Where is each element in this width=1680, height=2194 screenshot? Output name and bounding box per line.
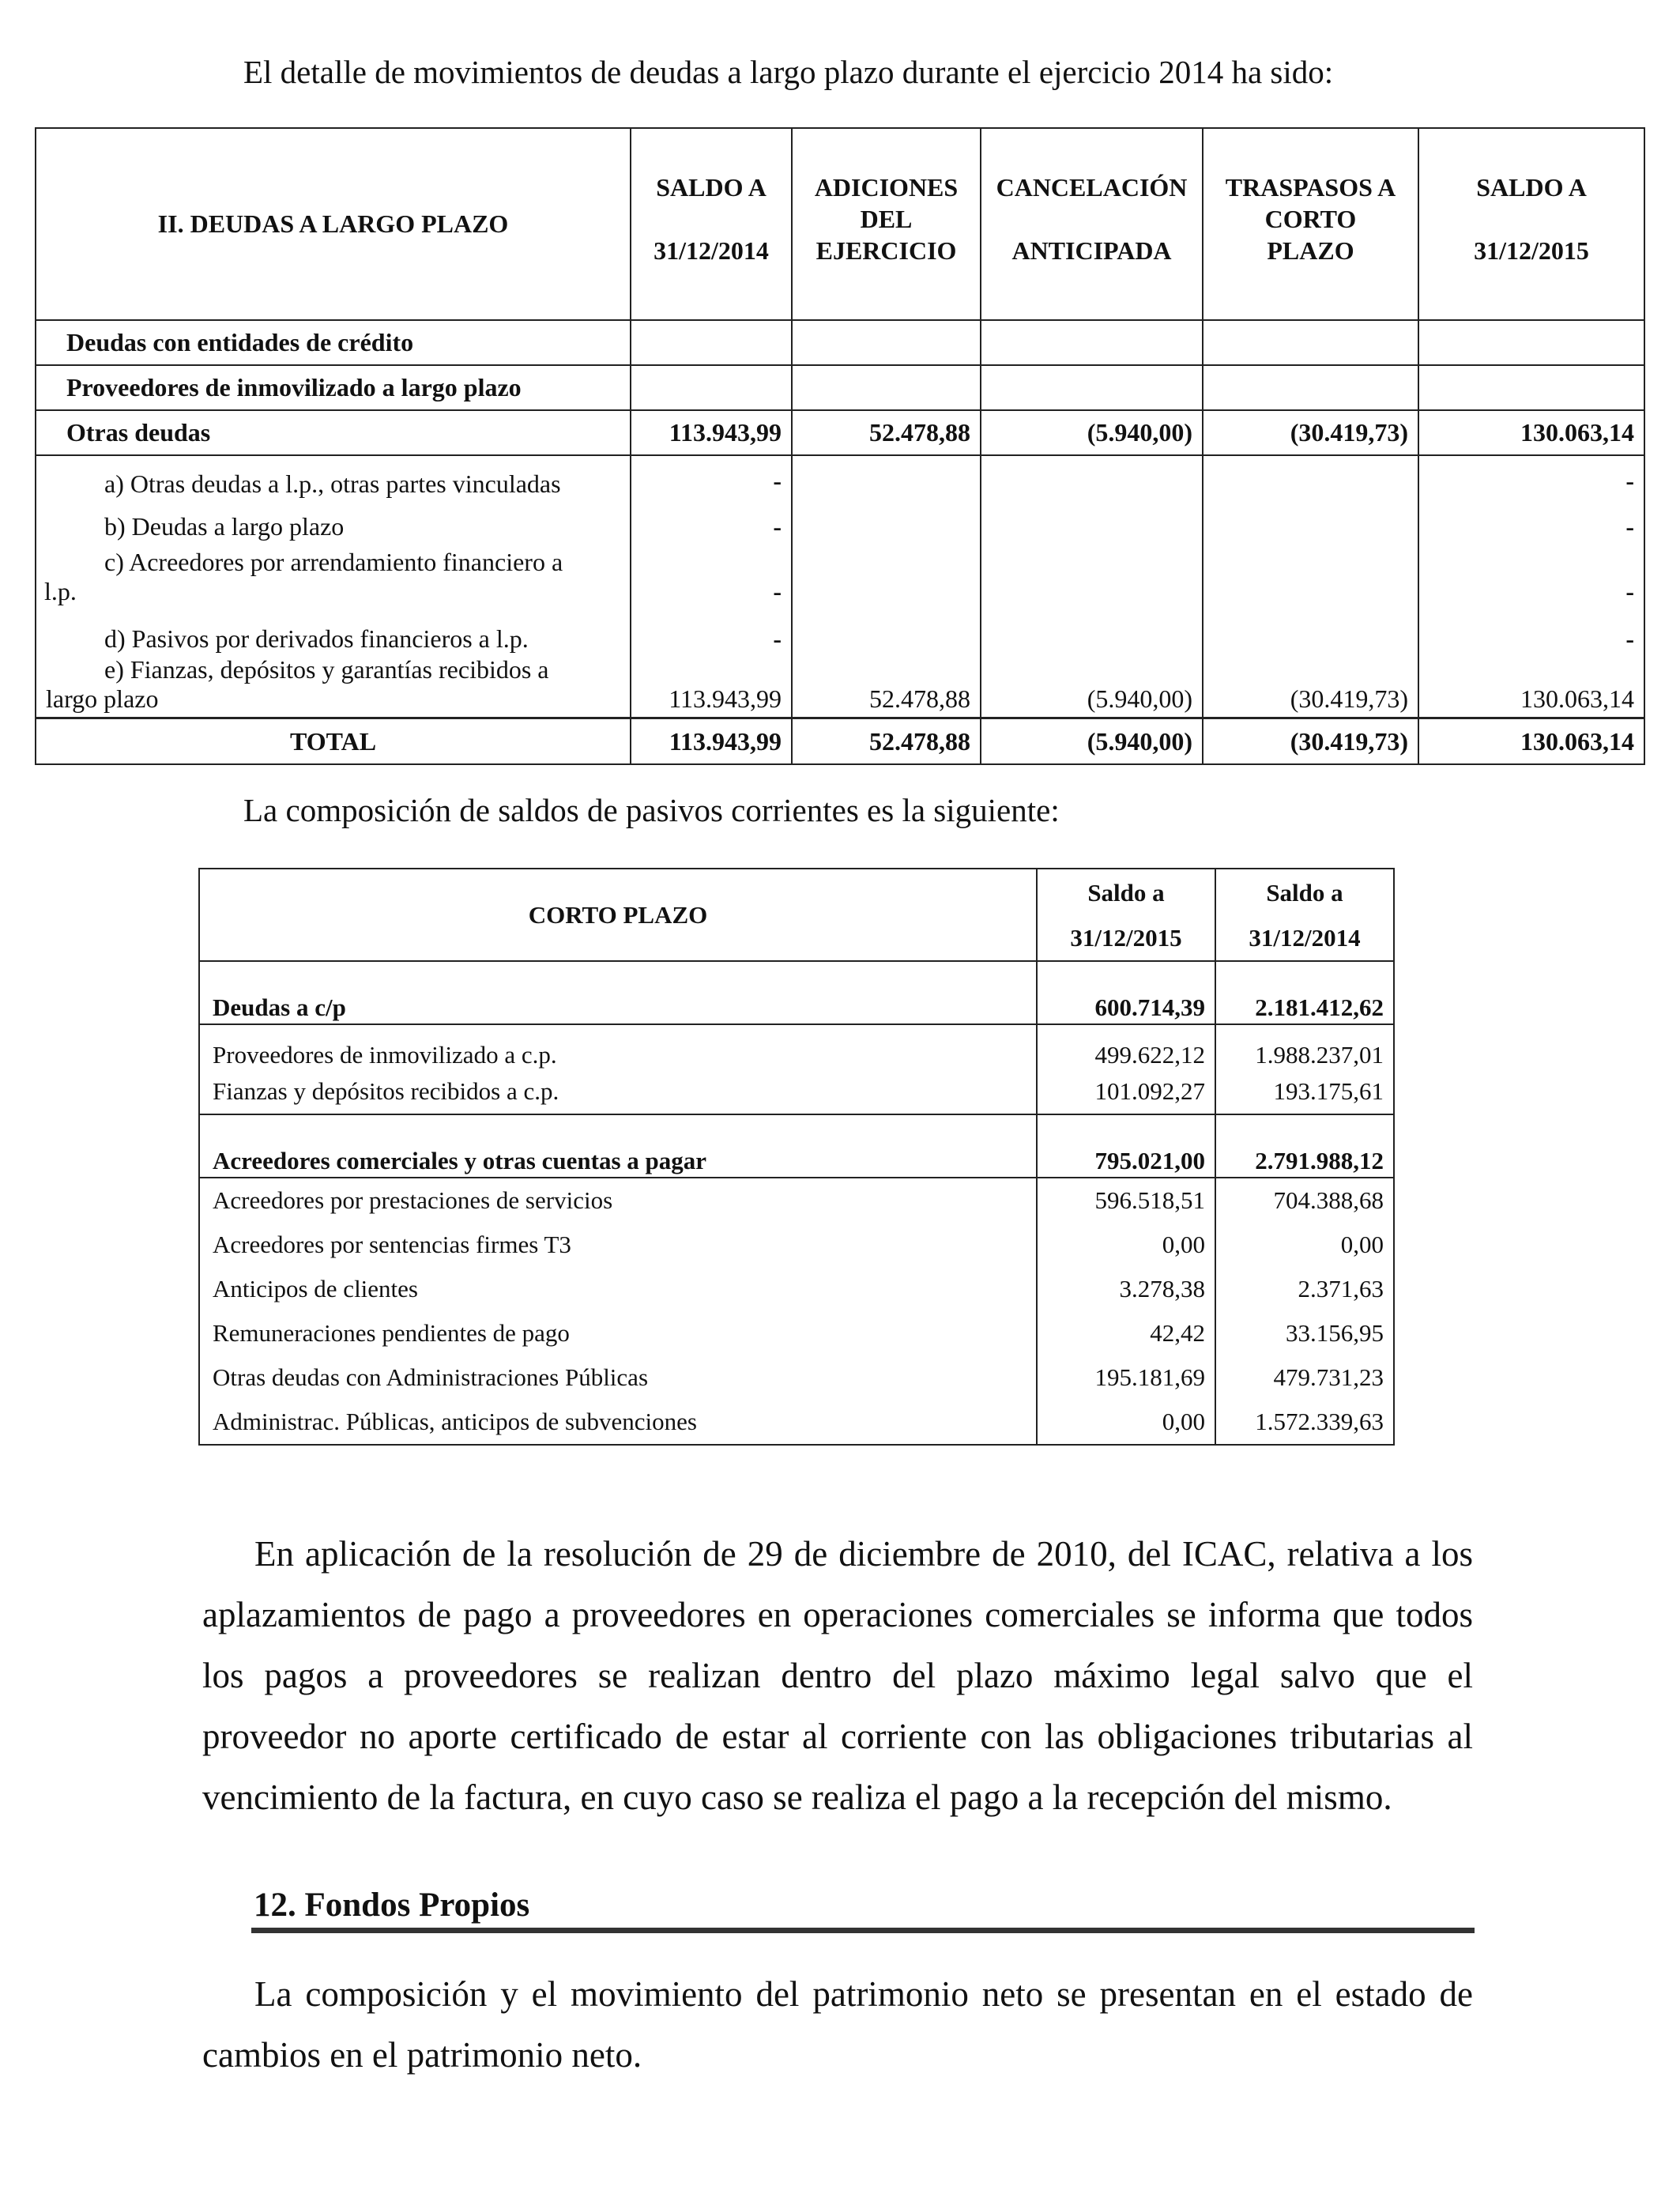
table-row: Anticipos de clientes 3.278,38 2.371,63 (199, 1267, 1394, 1311)
table-row: Administrac. Públicas, anticipos de subvenciones 0,00 1.572.339,63 (199, 1400, 1394, 1445)
header-concept: II. DEUDAS A LARGO PLAZO (36, 128, 631, 320)
table-row: Otras deudas con Administraciones Públicas 195.181,69 479.731,23 (199, 1355, 1394, 1400)
table-row: b) Deudas a largo plazo - - (36, 505, 1644, 548)
paragraph-payment-deferrals: En aplicación de la resolución de 29 de diciembre de 2010, del ICAC, relativa a los aplazamientos de pago a proveedores en operaciones comerciales se informa que todos los pagos a proveedores se realizan dentro del plazo máximo legal salvo que el proveedor no aporte certificado de estar al corriente con las obligaciones tributarias al vencimiento de la factura, en cuyo caso se realiza el pago a la recepción del mismo. (202, 1534, 1473, 1817)
table-row: Acreedores por prestaciones de servicios 596.518,51 704.388,68 (199, 1178, 1394, 1223)
header-balance-2015: SALDO A 31/12/2015 (1418, 128, 1644, 320)
intro-text-current-liabilities: La composición de saldos de pasivos corrientes es la siguiente: (243, 792, 1060, 828)
table-section-row: Acreedores comerciales y otras cuentas a pagar 795.021,00 2.791.988,12 (199, 1114, 1394, 1178)
paragraph-equity: La composición y el movimiento del patrimonio neto se presentan en el estado de cambios en el patrimonio neto. (202, 1974, 1473, 2075)
table-row: d) Pasivos por derivados financieros a l.p. - - (36, 606, 1644, 654)
intro-text-long-term-debts: El detalle de movimientos de deudas a largo plazo durante el ejercicio 2014 ha sido: (243, 54, 1334, 90)
header-short-term: CORTO PLAZO (199, 869, 1037, 961)
current-liabilities-table (198, 868, 1395, 1446)
table-header-row (36, 128, 1644, 320)
table-row: e) Fianzas, depósitos y garantías recibidos a largo plazo 113.943,99 52.478,88 (5.940,00) (30.419,73) 130.063,14 (36, 654, 1644, 718)
table-row: Proveedores de inmovilizado a largo plazo (36, 365, 1644, 410)
table-row: Otras deudas 113.943,99 52.478,88 (5.940,00) (30.419,73) 130.063,14 (36, 410, 1644, 455)
table-row: Remuneraciones pendientes de pago 42,42 33.156,95 (199, 1311, 1394, 1355)
long-term-debts-table (35, 127, 1645, 765)
table-header-row (199, 869, 1394, 961)
header-transfers-short-term: TRASPASOS A CORTO PLAZO (1203, 128, 1418, 320)
table-section-row: Deudas a c/p 600.714,39 2.181.412,62 (199, 961, 1394, 1024)
header-additions: ADICIONES DEL EJERCICIO (792, 128, 981, 320)
table-row: a) Otras deudas a l.p., otras partes vinculadas - - (36, 455, 1644, 505)
header-balance-2014: SALDO A 31/12/2014 (631, 128, 792, 320)
table-row: Proveedores de inmovilizado a c.p. 499.622,12 1.988.237,01 (199, 1024, 1394, 1069)
header-early-cancellation: CANCELACIÓN ANTICIPADA (981, 128, 1203, 320)
table-row: c) Acreedores por arrendamiento financiero a l.p. - - (36, 548, 1644, 606)
table-row: Fianzas y depósitos recibidos a c.p. 101.092,27 193.175,61 (199, 1069, 1394, 1114)
table-row: Deudas con entidades de crédito (36, 320, 1644, 365)
header-balance-2015: Saldo a 31/12/2015 (1037, 869, 1215, 961)
heading-underline (251, 1928, 1475, 1933)
table-row: Acreedores por sentencias firmes T3 0,00 0,00 (199, 1223, 1394, 1267)
header-balance-2014: Saldo a 31/12/2014 (1215, 869, 1394, 961)
section-heading: 12. Fondos Propios (254, 1887, 530, 1924)
table-total-row: TOTAL 113.943,99 52.478,88 (5.940,00) (30.419,73) 130.063,14 (36, 718, 1644, 765)
